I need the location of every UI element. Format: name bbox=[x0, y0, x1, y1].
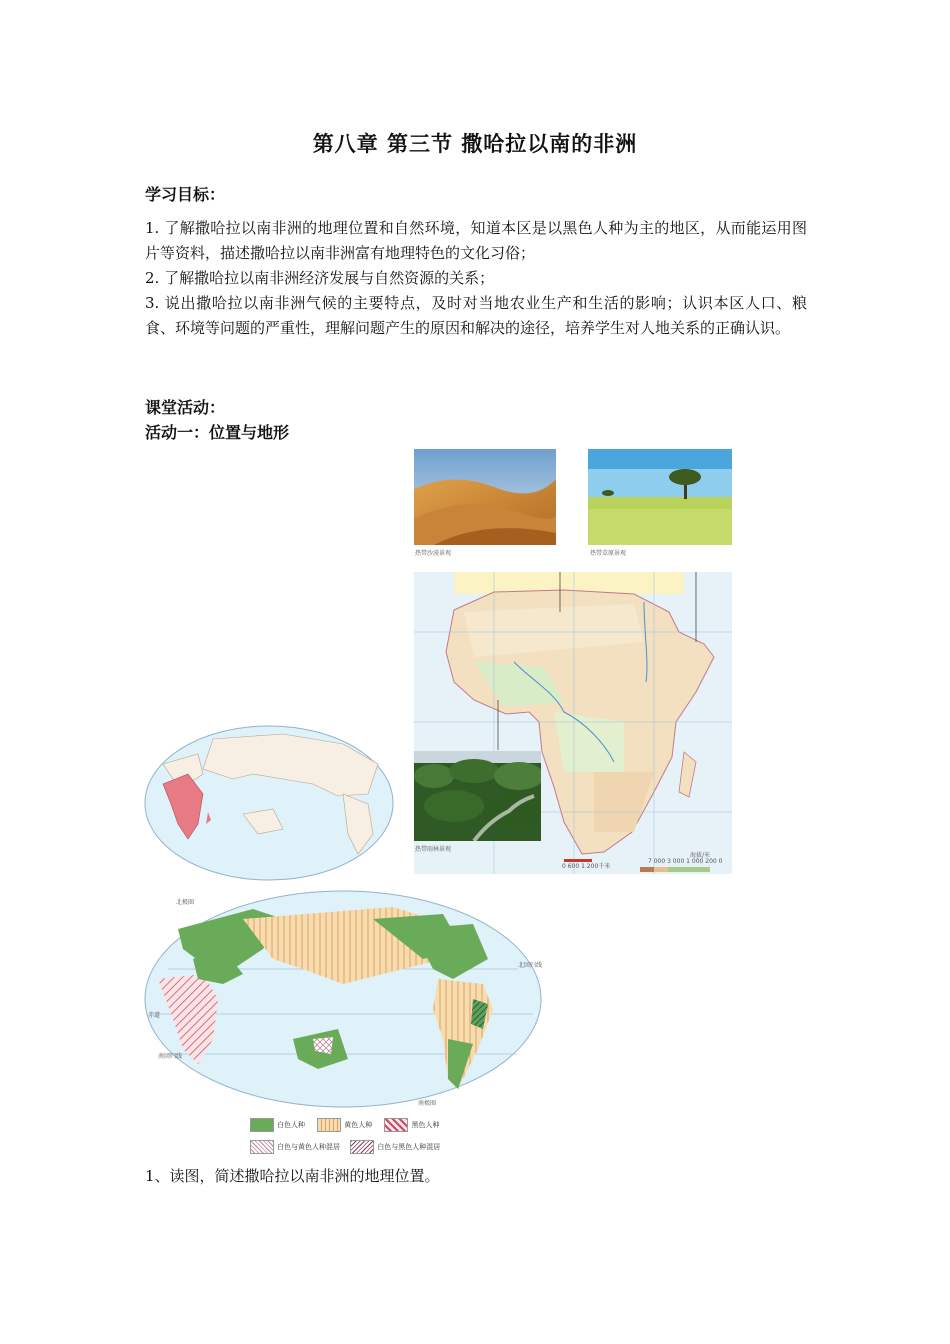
desert-photo bbox=[414, 449, 556, 545]
antarctic-circle-label: 南极圈 bbox=[418, 1100, 437, 1107]
objective-item: 1. 了解撒哈拉以南非洲的地理位置和自然环境，知道本区是以黑色人种为主的地区，从而能运用图片等资料，描述撒哈拉以南非洲富有地理特色的文化习俗； bbox=[145, 219, 807, 262]
page-title: 第八章 第三节 撒哈拉以南的非洲 bbox=[312, 132, 638, 156]
race-legend bbox=[250, 1118, 470, 1158]
map-elevation-values: 7 000 3 000 1 000 200 0 bbox=[648, 858, 723, 865]
desert-caption: 热带沙漠景观 bbox=[415, 550, 452, 557]
objectives-heading: 学习目标： bbox=[145, 185, 226, 204]
legend-black: 黑色人种 bbox=[384, 1121, 439, 1129]
world-locator-map bbox=[143, 724, 395, 882]
objective-item: 2. 了解撒哈拉以南非洲经济发展与自然资源的关系； bbox=[145, 269, 495, 287]
objective-item: 3. 说出撒哈拉以南非洲气候的主要特点，及时对当地农业生产和生活的影响；认识本区人口、粮食、环境等问题的严重性，理解问题产生的原因和解决的途径，培养学生对人地关系的正确认识。 bbox=[145, 294, 807, 337]
savanna-photo bbox=[588, 449, 732, 545]
legend-white-black: 白色与黑色人种混居 bbox=[350, 1143, 440, 1151]
question-1: 1、读图，简述撒哈拉以南非洲的地理位置。 bbox=[145, 1167, 440, 1185]
tropic-south-label: 南回归线 bbox=[158, 1053, 183, 1060]
equator-label: 赤道 bbox=[148, 1012, 161, 1019]
activities-heading: 课堂活动： bbox=[145, 398, 226, 417]
map-scale: 0 600 1 200千米 bbox=[562, 863, 611, 870]
tropic-north-label: 北回归线 bbox=[518, 962, 543, 969]
map-elevation-label: 海拔/米 bbox=[690, 852, 711, 859]
legend-white: 白色人种 bbox=[250, 1121, 305, 1129]
rainforest-photo bbox=[414, 751, 541, 841]
world-race-map bbox=[143, 889, 543, 1111]
legend-yellow: 黄色人种 bbox=[317, 1121, 372, 1129]
legend-white-yellow: 白色与黄色人种混居 bbox=[250, 1143, 340, 1151]
rainforest-caption: 热带雨林景观 bbox=[415, 846, 452, 853]
objectives-list bbox=[145, 216, 807, 341]
arctic-circle-label: 北极圈 bbox=[176, 899, 195, 906]
activity1-heading: 活动一：位置与地形 bbox=[145, 423, 290, 442]
savanna-caption: 热带草原景观 bbox=[590, 550, 627, 557]
